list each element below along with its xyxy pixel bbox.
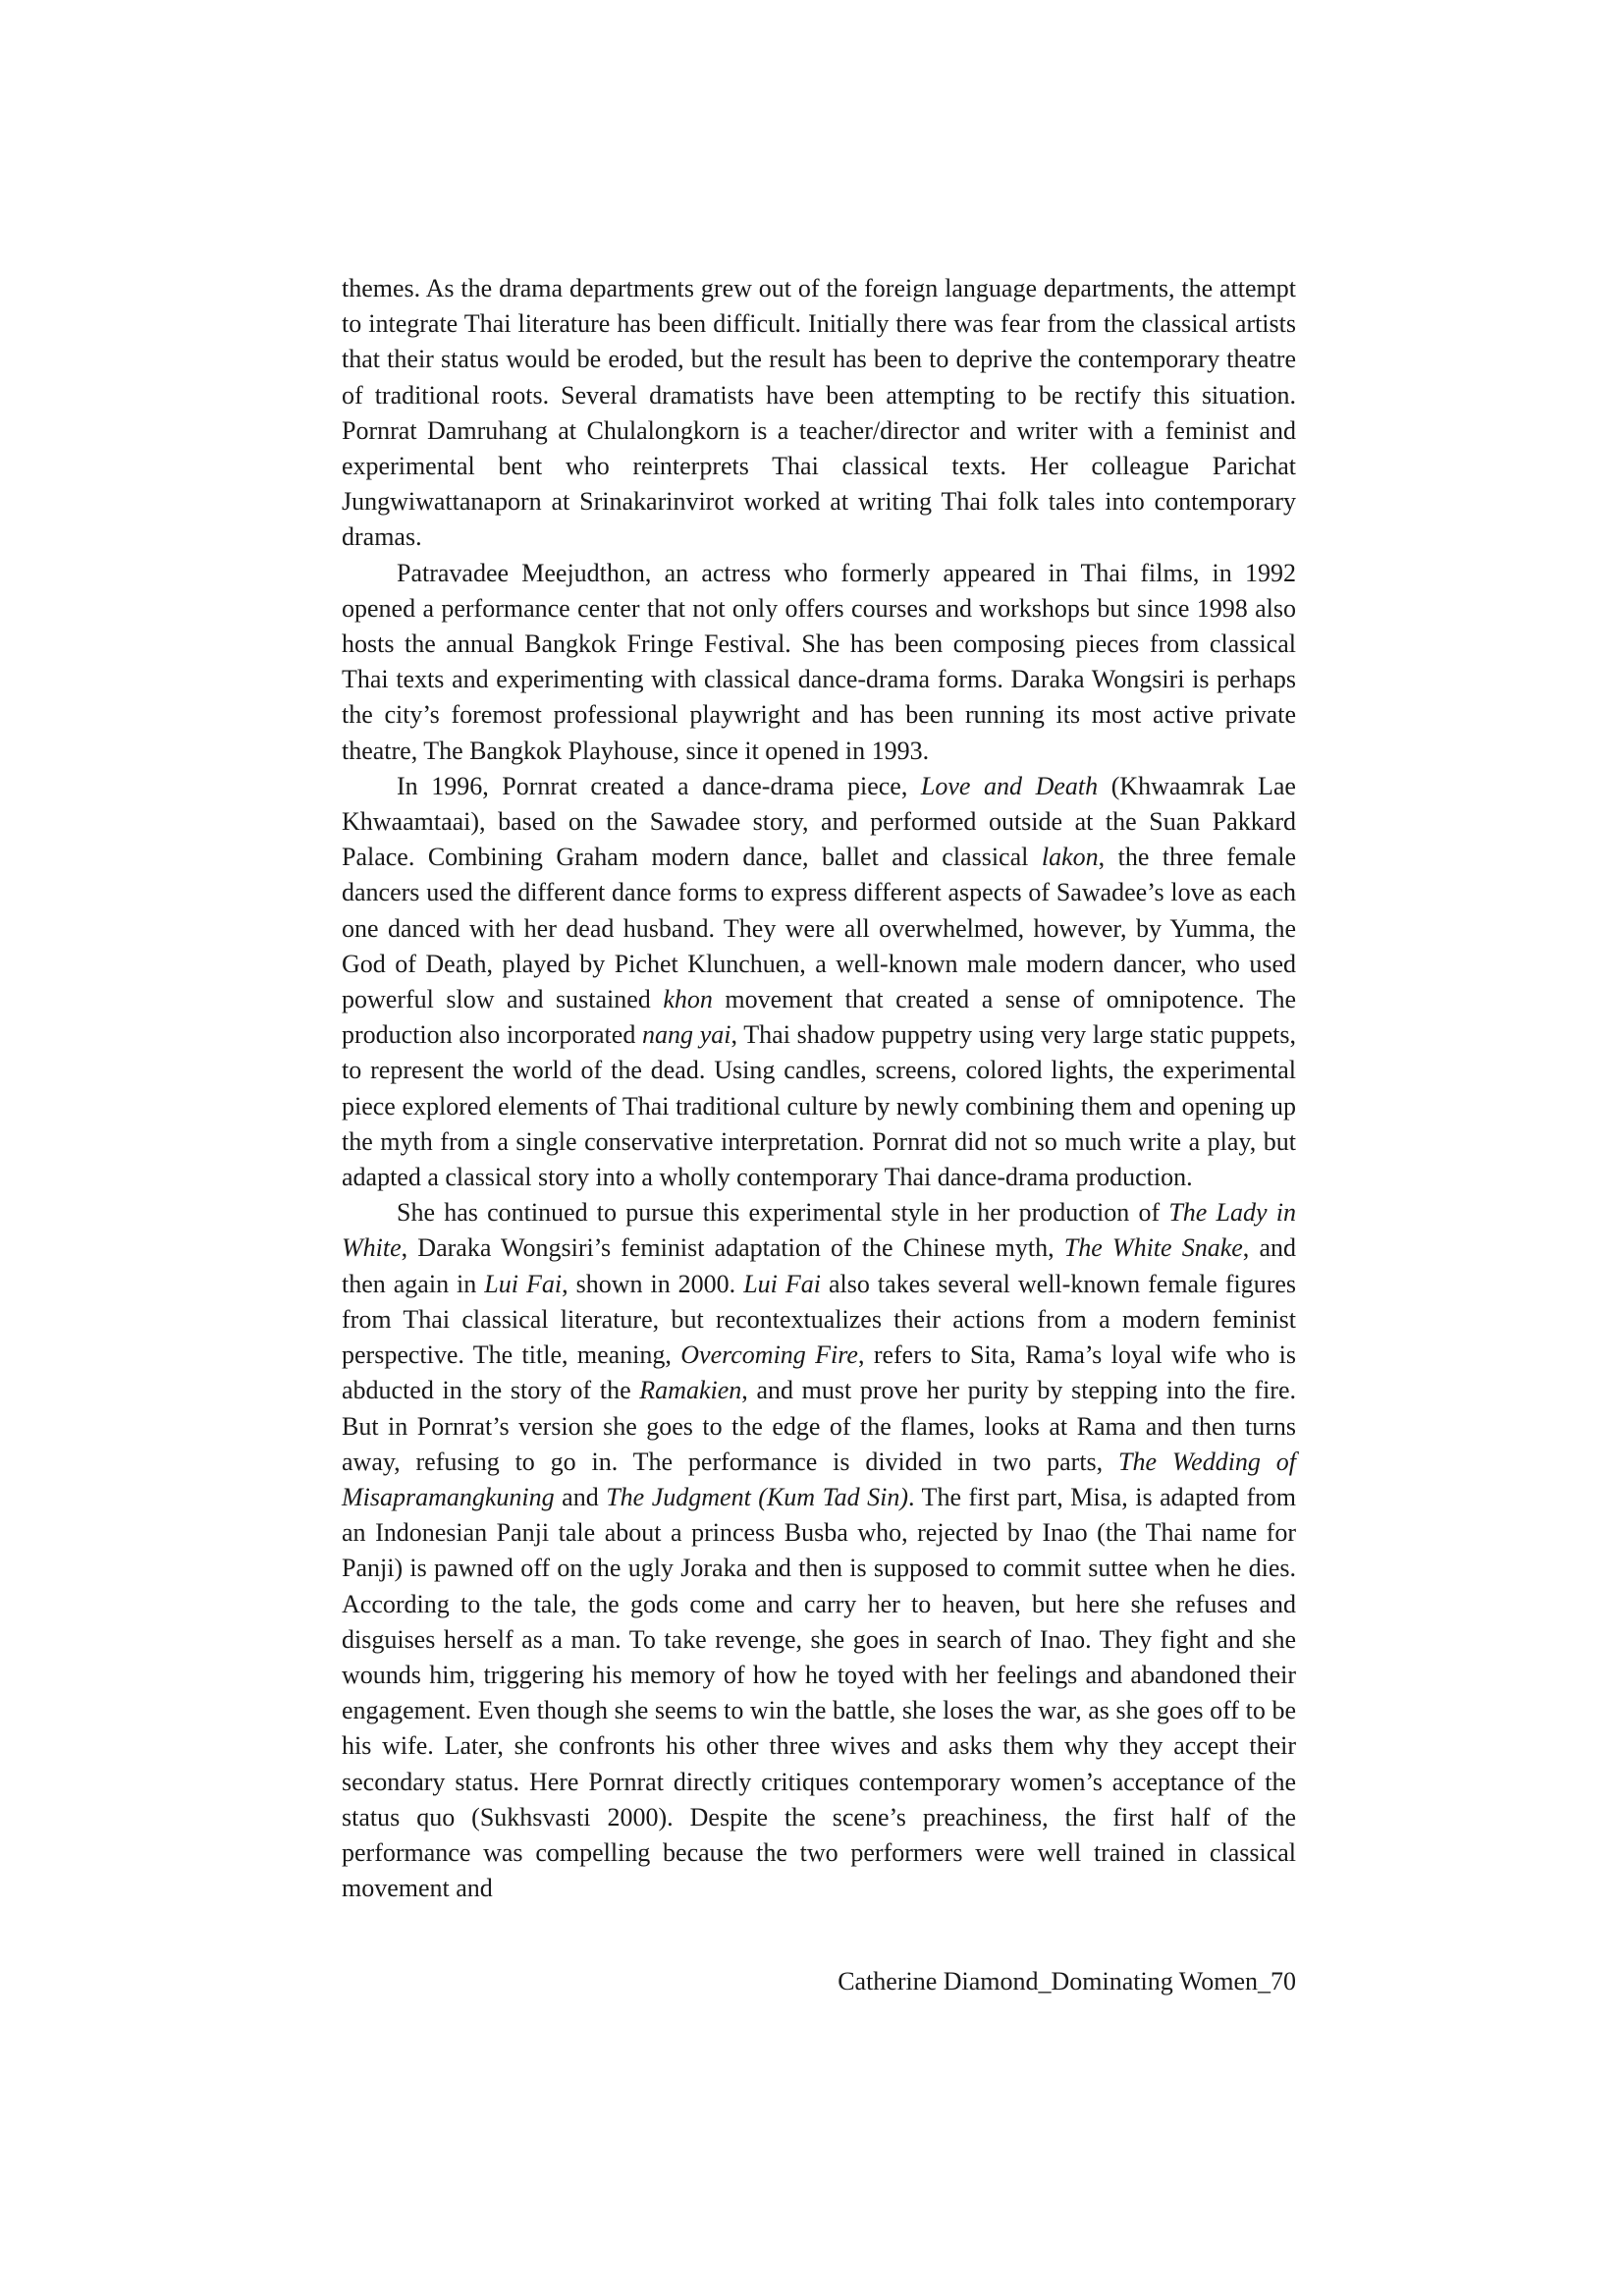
italic-title: The White Snake: [1063, 1233, 1243, 1263]
italic-title: Lui Fai: [484, 1269, 563, 1298]
text-run: also takes several well-known female figures from Thai classical literature, but recontextualizes their actions from a modern feminist perspective. The title, meaning,: [342, 1269, 1297, 1370]
italic-title: nang yai: [642, 1020, 731, 1050]
italic-title: khon: [663, 985, 713, 1014]
page-body: [342, 271, 1296, 1906]
italic-title: The Lady in White: [342, 1198, 1296, 1263]
text-run: , refers to Sita, Rama’s loyal wife who is abducted in the story of the: [342, 1340, 1296, 1405]
text-run: , and then again in: [342, 1233, 1296, 1298]
italic-title: lakon: [1041, 843, 1099, 872]
text-run: , shown in 2000.: [562, 1269, 744, 1298]
text-run: and: [554, 1482, 607, 1511]
text-run: themes. As the drama departments grew out of the foreign language departments, the attempt to integrate Thai literature has been difficult. Initially there was fear from the classical artists that their status would be eroded, but the result has been to deprive the contemporary theatre of traditional roots. Several dramatists have been attempting to be rectify this situation. Pornrat Damruhang at Chulalongkorn is a teacher/director and writer with a feminist and experimental bent who reinterprets Thai classical texts. Her colleague Parichat Jungwiwattanaporn at Srinakarinvirot worked at writing Thai folk tales into contemporary dramas.: [342, 274, 1296, 552]
paragraph: [342, 1195, 1296, 1906]
text-run: movement that created a sense of omnipotence. The production also incorporated: [342, 985, 1296, 1050]
paragraph: [342, 556, 1296, 769]
italic-title: Lui Fai: [743, 1269, 821, 1298]
text-run: (Khwaamrak Lae Khwaamtaai), based on the Sawadee story, and performed outside at the Suan Pakkard Palace. Combining Graham modern dance, ballet and classical: [342, 771, 1296, 872]
paragraph: [342, 769, 1296, 1195]
text-run: , the three female dancers used the different dance forms to express different aspects of Sawadee’s love as each one danced with her dead husband. They were all overwhelmed, however, by Yumma, the God of Death, played by Pichet Klunchuen, a well-known male modern dancer, who used powerful slow and sustained: [342, 843, 1297, 1014]
italic-title: The Wedding of Misapramangkuning: [342, 1447, 1297, 1511]
italic-title: The Judgment (Kum Tad Sin): [606, 1482, 909, 1511]
text-run: , Thai shadow puppetry using very large static puppets, to represent the world of the dead. Using candles, screens, colored lights, the experimental piece explored elements of Thai traditional culture by newly combining them and opening up the myth from a single conservative interpretation. Pornrat did not so much write a play, but adapted a classical story into a wholly contemporary Thai dance-drama production.: [342, 1020, 1297, 1192]
text-run: . The first part, Misa, is adapted from an Indonesian Panji tale about a princess Busba who, rejected by Inao (the Thai name for Panji) is pawned off on the ugly Joraka and then is supposed to commit suttee when he dies. According to the tale, the gods come and carry her to heaven, but here she refuses and disguises herself as a man. To take revenge, she goes in search of Inao. They fight and she wounds him, triggering his memory of how he toyed with her feelings and abandoned their engagement. Even though she seems to win the battle, she loses the war, as she goes off to be his wife. Later, she confronts his other three wives and asks them why they accept their secondary status. Here Pornrat directly critiques contemporary women’s acceptance of the status quo (Sukhsvasti 2000). Despite the scene’s preachiness, the first half of the performance was compelling because the two performers were well trained in classical movement and: [342, 1482, 1297, 1903]
text-run: Patravadee Meejudthon, an actress who formerly appeared in Thai films, in 1992 opened a performance center that not only offers courses and workshops but since 1998 also hosts the annual Bangkok Fringe Festival. She has been composing pieces from classical Thai texts and experimenting with classical dance-drama forms. Daraka Wongsiri is perhaps the city’s foremost professional playwright and has been running its most active private theatre, The Bangkok Playhouse, since it opened in 1993.: [342, 558, 1296, 765]
italic-title: Ramakien: [639, 1376, 742, 1405]
page-footer: Catherine Diamond_Dominating Women_70: [838, 1967, 1296, 1995]
italic-title: Overcoming Fire: [680, 1340, 858, 1370]
text-run: In 1996, Pornrat created a dance-drama piece,: [397, 771, 921, 800]
italic-title: Love and Death: [920, 771, 1099, 800]
paragraph: [342, 271, 1296, 556]
text-run: , Daraka Wongsiri’s feminist adaptation of the Chinese myth,: [401, 1233, 1064, 1263]
text-run: , and must prove her purity by stepping into the fire. But in Pornrat’s version she goes to the edge of the flames, looks at Rama and then turns away, refusing to go in. The performance is divided in two parts,: [342, 1376, 1296, 1476]
text-run: She has continued to pursue this experimental style in her production of: [397, 1198, 1169, 1228]
